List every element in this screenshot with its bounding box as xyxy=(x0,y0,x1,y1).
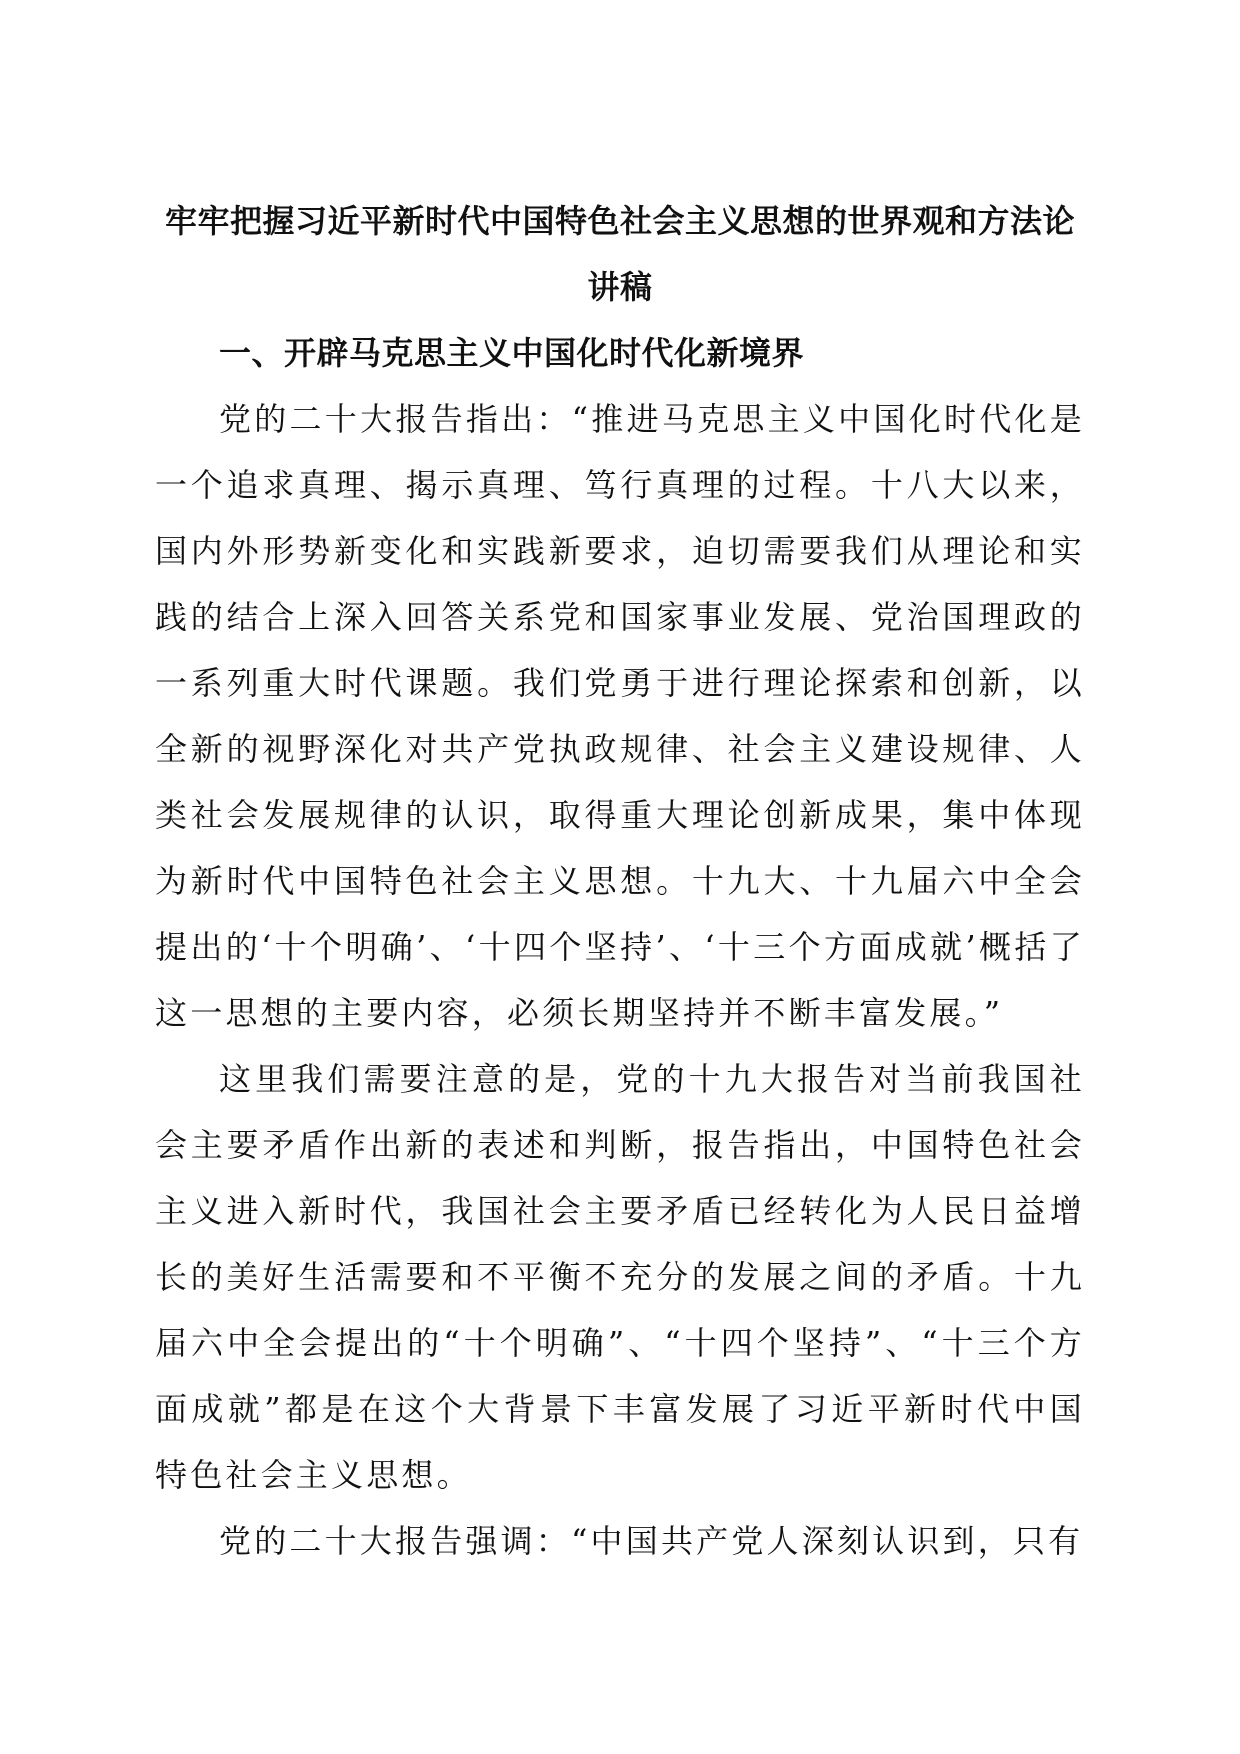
document-body xyxy=(155,188,1085,1574)
document-title: 牢牢把握习近平新时代中国特色社会主义思想的世界观和方法论讲稿 xyxy=(164,202,1075,306)
section-heading: 一、开辟马克思主义中国化时代化新境界 xyxy=(219,334,805,372)
paragraph-2: 这里我们需要注意的是，党的十九大报告对当前我国社会主要矛盾作出新的表述和判断，报告指出，中国特色社会主义进入新时代，我国社会主要矛盾已经转化为人民日益增长的美好生活需要和不平衡不充分的发展之间的矛盾。十九届六中全会提出的“十个明确”、“十四个坚持”、“十三个方面成就”都是在这个大背景下丰富发展了习近平新时代中国特色社会主义思想。 xyxy=(155,1060,1085,1494)
paragraph-1: 党的二十大报告指出：“推进马克思主义中国化时代化是一个追求真理、揭示真理、笃行真理的过程。十八大以来，国内外形势新变化和实践新要求，迫切需要我们从理论和实践的结合上深入回答关系党和国家事业发展、党治国理政的一系列重大时代课题。我们党勇于进行理论探索和创新，以全新的视野深化对共产党执政规律、社会主义建设规律、人类社会发展规律的认识，取得重大理论创新成果，集中体现为新时代中国特色社会主义思想。十九大、十九届六中全会提出的‘十个明确’、‘十四个坚持’、‘十三个方面成就’概括了这一思想的主要内容，必须长期坚持并不断丰富发展。” xyxy=(155,400,1085,1032)
section-1 xyxy=(155,320,1085,1574)
paragraph-3: 党的二十大报告强调：“中国共产党人深刻认识到，只有 xyxy=(219,1522,1084,1560)
